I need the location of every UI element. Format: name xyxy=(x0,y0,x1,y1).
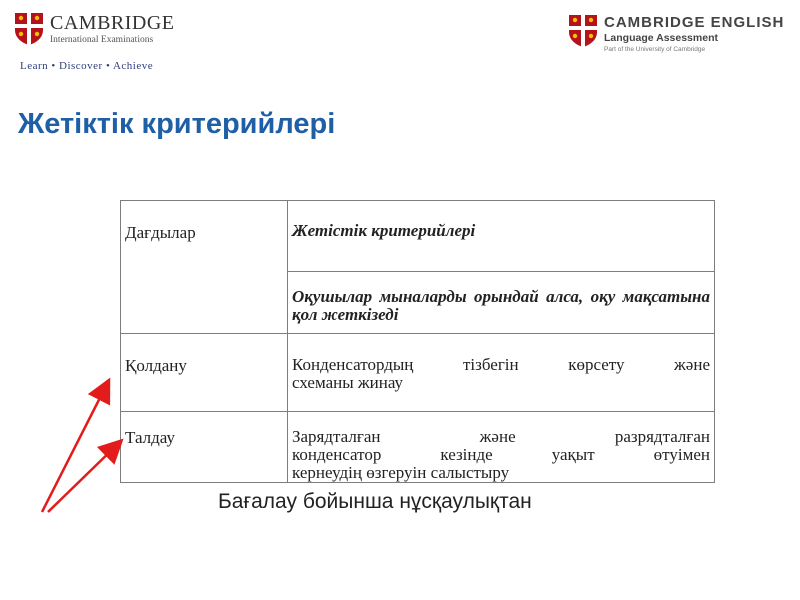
criterion-line: Конденсатордың тізбегін көрсету және xyxy=(292,355,710,374)
criterion-line: кернеудің өзгеруін салыстыру xyxy=(292,463,510,482)
criterion-line: конденсатор кезінде уақыт өтуімен xyxy=(292,445,710,464)
left-logo-subtitle: International Examinations xyxy=(50,35,154,45)
right-logo-small-line: Part of the University of Cambridge xyxy=(604,46,706,53)
skill-label: Қолдану xyxy=(125,356,187,375)
page-title: Жетіктік критерийлері xyxy=(18,108,336,140)
left-logo-name: CAMBRIDGE xyxy=(50,12,175,34)
criterion-line: схеманы жинау xyxy=(292,373,404,392)
source-caption: Бағалау бойынша нұсқаулықтан xyxy=(218,490,532,513)
header-criteria-label: Жетістік критерийлері xyxy=(292,221,476,240)
right-logo-name: CAMBRIDGE ENGLISH xyxy=(604,14,785,31)
subheader-text: Оқушылар мыналарды орындай алса, оқу мақсатына қол жеткізеді xyxy=(292,286,710,324)
red-arrow-icon xyxy=(42,382,108,512)
left-logo-tagline: Learn • Discover • Achieve xyxy=(20,60,154,72)
criterion-line: Зарядталған және разрядталған xyxy=(292,427,710,446)
right-logo-subtitle: Language Assessment xyxy=(604,32,718,44)
header-skills-label: Дағдылар xyxy=(125,223,196,242)
skill-label: Талдау xyxy=(125,428,175,447)
